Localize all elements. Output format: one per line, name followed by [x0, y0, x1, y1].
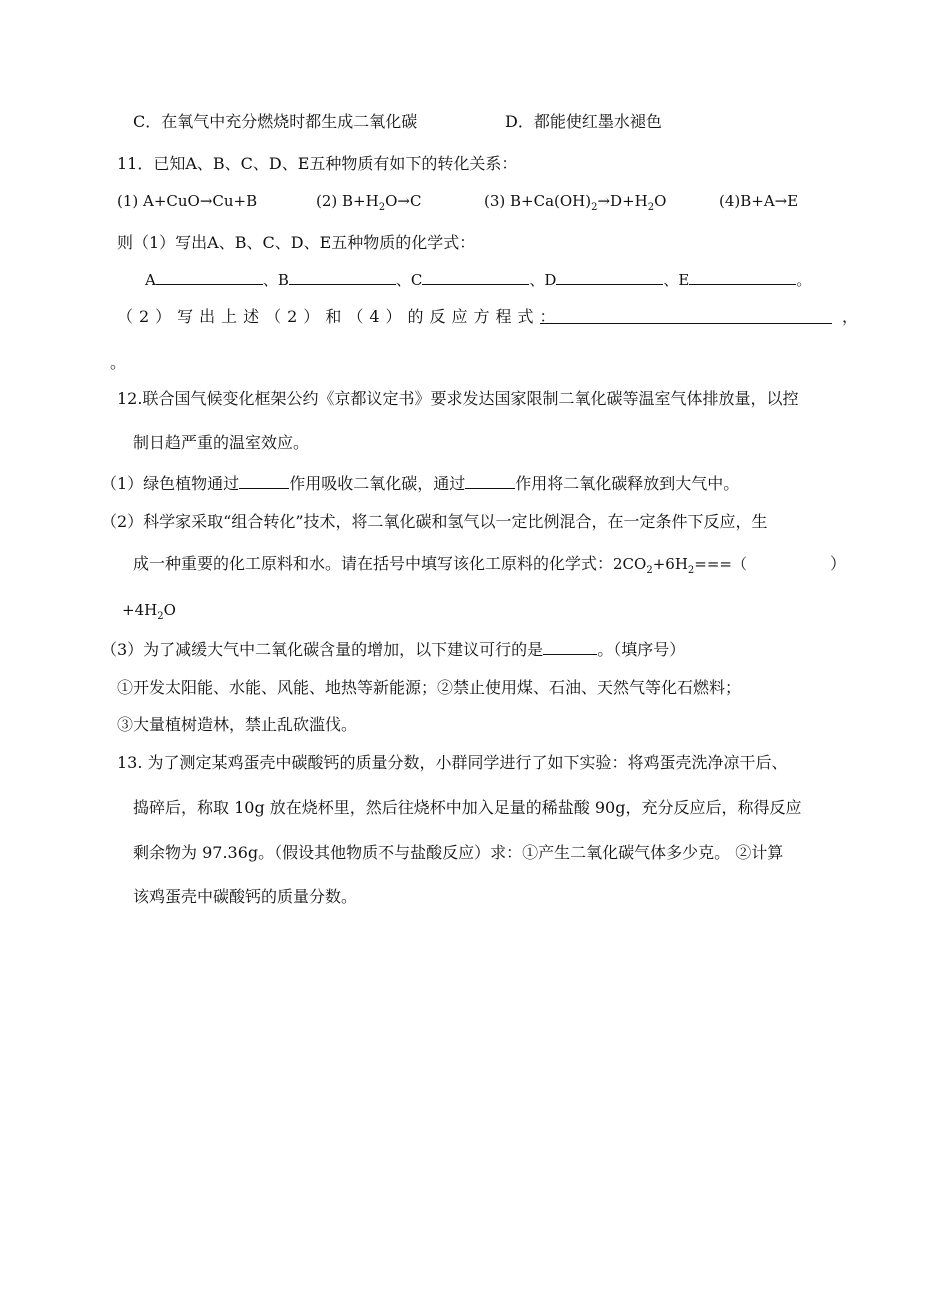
q11-reaction-3: (3) $B+Ca(OH)_2\to D+H_2O$ [484, 192, 667, 213]
answer-blank-equation[interactable] [540, 307, 832, 324]
q13-line-4: 该鸡蛋壳中碳酸钙的质量分数。 [133, 887, 358, 906]
q12-option-3: ③大量植树造林，禁止乱砍滥伐。 [117, 715, 358, 734]
answer-blank-suggestion[interactable] [543, 638, 597, 655]
q12-part-2-line-3: $+4H_2O$ [122, 601, 176, 622]
q10-option-c: C．在氧气中充分燃烧时都生成二氧化碳 [133, 112, 418, 131]
answer-blank-b[interactable] [289, 268, 396, 285]
q12-part-1: （1）绿色植物通过 作用吸收二氧化碳，通过 作用将二氧化碳释放到大气中。 [101, 474, 740, 493]
q12-stem-2: 制日趋严重的温室效应。 [133, 433, 310, 452]
q12-part-2-close-paren: ） [830, 554, 847, 573]
q13-line-3: 剩余物为 97.36g。（假设其他物质不与盐酸反应）求：①产生二氧化碳气体多少克。 ②计算 [133, 843, 784, 862]
q12-equation: $2CO_2+6H_2===$（ [613, 555, 748, 576]
q11-stem: 11．已知A、B、C、D、E五种物质有如下的转化关系： [117, 154, 518, 173]
answer-blank-e[interactable] [689, 268, 796, 285]
q13-line-2: 捣碎后，称取 10g 放在烧杯里，然后往烧杯中加入足量的稀盐酸 90g，充分反应后，称得反应 [133, 798, 802, 817]
q12-part-2-line-2: 成一种重要的化工原料和水。请在括号中填写该化工原料的化学式：$2CO_2+6H_2===$（ [133, 554, 748, 576]
q11-sub1: 则（1）写出A、B、C、D、E五种物质的化学式： [117, 233, 476, 252]
q11-sub2: （2）写出上述（2）和（4）的反应方程式： [117, 307, 562, 326]
q11-sub2-comma: ， [842, 307, 859, 326]
q12-stem-1: 12.联合国气候变化框架公约《京都议定书》要求发达国家限制二氧化碳等温室气体排放量，以控 [117, 389, 799, 408]
q11-reaction-2: (2) $B+H_2O\to C$ [316, 192, 422, 213]
q11-sub2-blank-line [540, 307, 832, 329]
answer-blank-photosynthesis[interactable] [239, 472, 289, 489]
q10-option-d: D．都能使红墨水褪色 [505, 112, 662, 131]
answer-blank-d[interactable] [556, 268, 663, 285]
q12-part-2-line-1: （2）科学家采取“组合转化”技术，将二氧化碳和氢气以一定比例混合，在一定条件下反应，生 [101, 512, 768, 531]
q11-formula-blanks: A 、B 、C 、D 、E 。 [145, 268, 811, 290]
q12-part-3: （3）为了减缓大气中二氧化碳含量的增加，以下建议可行的是 。（填序号） [101, 640, 686, 659]
q12-options-1-2: ①开发太阳能、水能、风能、地热等新能源；②禁止使用煤、石油、天然气等化石燃料； [117, 678, 742, 697]
q11-reaction-1: (1) A+CuO→Cu+B [117, 192, 258, 210]
q13-line-1: 13. 为了测定某鸡蛋壳中碳酸钙的质量分数，小群同学进行了如下实验：将鸡蛋壳洗净凉干后、 [117, 753, 788, 772]
q11-sub2-end: 。 [110, 353, 127, 372]
q11-reaction-4: (4)B+A→E [719, 192, 799, 210]
answer-blank-c[interactable] [422, 268, 529, 285]
answer-blank-respiration[interactable] [465, 472, 515, 489]
answer-blank-a[interactable] [156, 268, 263, 285]
